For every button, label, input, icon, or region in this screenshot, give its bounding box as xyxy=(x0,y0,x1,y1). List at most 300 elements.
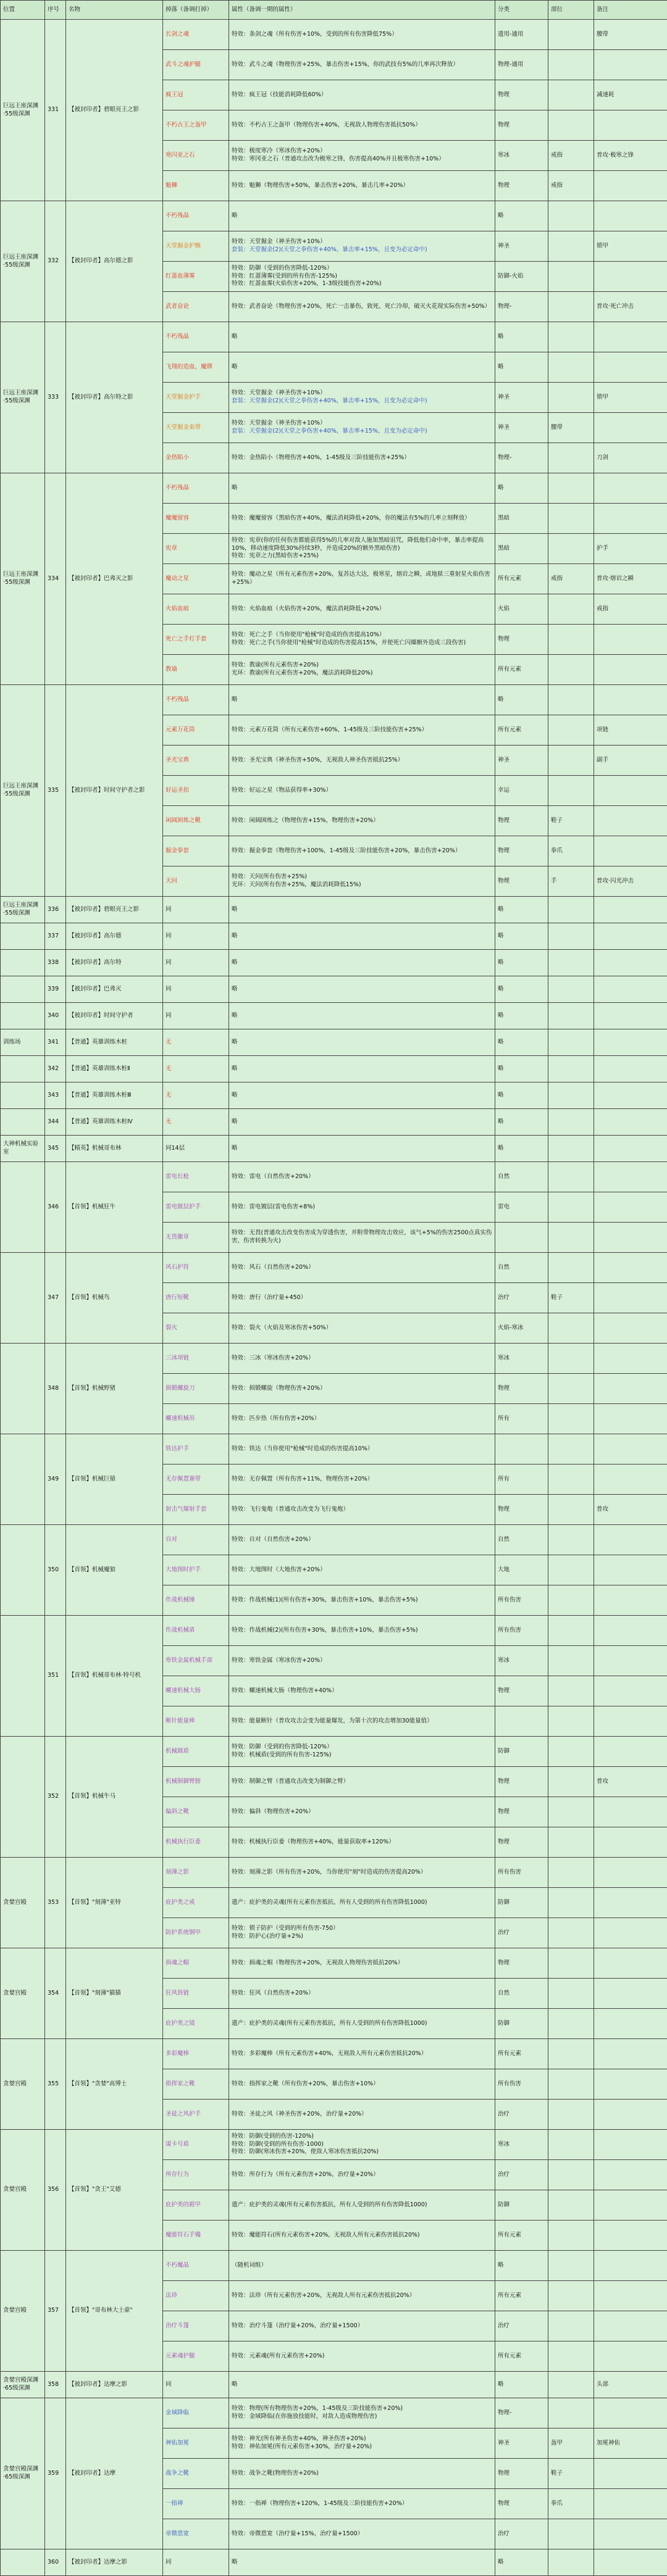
category-cell: 略 xyxy=(495,473,548,504)
remark-cell: 锁甲 xyxy=(594,231,667,262)
attr-line: 略 xyxy=(232,696,492,704)
category-cell: 物理 xyxy=(495,1767,548,1797)
attr-line: 特效：极度寒冷（寒冰伤害+20%） xyxy=(232,147,492,156)
item-cell: 【首领】"刻薄"猫猫 xyxy=(66,1948,163,2039)
drop-name-cell: 天堂掘金束带 xyxy=(163,413,229,443)
category-cell: 幸运 xyxy=(495,776,548,806)
drop-name-cell: 所存行为 xyxy=(163,2160,229,2190)
table-row xyxy=(1,2398,667,2429)
drop-name-cell: 庇护类之戒 xyxy=(163,1888,229,1918)
seq-cell: 355 xyxy=(45,2039,66,2130)
category-cell: 所有元素 xyxy=(495,2341,548,2372)
attr-line: 特效：闲阔困炼之（物理伤害+15%，物理伤害+20%） xyxy=(232,817,492,825)
location-cell: 巨远王座深渊·55级深渊 xyxy=(1,20,45,201)
attr-cell xyxy=(229,352,495,383)
remark-cell: 护手 xyxy=(594,534,667,564)
attr-line: 光环：天问(所有伤害+25%，魔法消耗降低15%) xyxy=(232,881,492,889)
remark-cell xyxy=(594,473,667,504)
remark-cell xyxy=(594,2311,667,2341)
header-item: 名物 xyxy=(66,1,163,20)
attr-cell xyxy=(229,50,495,80)
attr-cell xyxy=(229,1056,495,1082)
remark-cell xyxy=(594,504,667,534)
category-cell: 雷电 xyxy=(495,1192,548,1223)
category-cell: 自然 xyxy=(495,1162,548,1192)
attr-cell xyxy=(229,2221,495,2251)
attr-cell xyxy=(229,1495,495,1525)
attr-cell xyxy=(229,1525,495,1555)
item-cell: 【精英】机械哥布林 xyxy=(66,1136,163,1162)
remark-cell xyxy=(594,923,667,950)
drop-name-cell: 同 xyxy=(163,950,229,976)
attr-cell xyxy=(229,504,495,534)
drop-name-cell: 防护系统钢甲 xyxy=(163,1918,229,1948)
remark-cell xyxy=(594,1888,667,1918)
slot-cell xyxy=(548,2190,594,2221)
category-cell: 所有元素 xyxy=(495,2039,548,2069)
drop-name-cell: 掘金拳套 xyxy=(163,836,229,866)
seq-cell: 332 xyxy=(45,201,66,322)
seq-cell: 350 xyxy=(45,1525,66,1616)
attr-cell xyxy=(229,2341,495,2372)
attr-line: 略 xyxy=(232,1118,492,1126)
drop-name-cell: 风石护符 xyxy=(163,1253,229,1283)
drop-name-cell: 同 xyxy=(163,2549,229,2576)
table-row xyxy=(1,950,667,976)
attr-line: 特效：作战机械(2)(所有伤害+30%，暴击伤害+10%，暴击伤害+5%) xyxy=(232,1627,492,1635)
category-cell xyxy=(495,1706,548,1737)
slot-cell xyxy=(548,950,594,976)
header-seq: 序号 xyxy=(45,1,66,20)
category-cell: 略 xyxy=(495,950,548,976)
attr-line: 略 xyxy=(232,1065,492,1073)
category-cell: 略 xyxy=(495,2251,548,2281)
item-cell: 【普通】英雄训练木桩 xyxy=(66,1029,163,1056)
drop-name-cell: 金域降临 xyxy=(163,2398,229,2429)
category-cell: 神圣 xyxy=(495,2429,548,2459)
seq-cell: 359 xyxy=(45,2398,66,2549)
slot-cell xyxy=(548,201,594,231)
attr-line: 特效：唐行（治疗量+450） xyxy=(232,1294,492,1302)
attr-line: 套装：天堂掘金(2)(天堂之拳伤害+40%，暴击率+15%，且变为必定命中) xyxy=(232,246,492,254)
attr-cell xyxy=(229,231,495,262)
item-cell: 【普通】英雄训练木桩Ⅳ xyxy=(66,1109,163,1136)
slot-cell xyxy=(548,2009,594,2039)
attr-cell xyxy=(229,2100,495,2130)
attr-line: 特效：天堂掘金（神圣伤害+10%） xyxy=(232,238,492,246)
attr-line: 特效：三冰（寒冰伤害+20%） xyxy=(232,1355,492,1363)
attr-cell xyxy=(229,1585,495,1616)
category-cell: 物理 xyxy=(495,171,548,201)
attr-cell xyxy=(229,413,495,443)
attr-line: 特效：金域降临(在你施放技能时，对敌人造成物理伤害) xyxy=(232,2413,492,2421)
table-row xyxy=(1,1858,667,1888)
attr-line: 特效：损锻螺旋（物理伤害+20%） xyxy=(232,1385,492,1393)
category-cell: 神圣 xyxy=(495,383,548,413)
seq-cell: 331 xyxy=(45,20,66,201)
location-cell xyxy=(1,1253,45,1344)
drop-name-cell: 不朽残晶 xyxy=(163,322,229,352)
attr-line: 特效：防御（受到的伤害降低-120%） xyxy=(232,1743,492,1751)
attr-cell xyxy=(229,950,495,976)
drop-name-cell: 裂火 xyxy=(163,1313,229,1344)
category-cell: 物理 xyxy=(495,1797,548,1827)
item-cell: 【被封印者】时间守护者 xyxy=(66,1003,163,1029)
category-cell: 治疗 xyxy=(495,1283,548,1313)
slot-cell xyxy=(548,1948,594,1979)
attr-cell xyxy=(229,897,495,923)
remark-cell xyxy=(594,976,667,1003)
remark-cell xyxy=(594,1003,667,1029)
attr-cell xyxy=(229,1029,495,1056)
seq-cell: 356 xyxy=(45,2130,66,2251)
category-cell: 物理 xyxy=(495,1676,548,1706)
category-cell: 所有 xyxy=(495,1465,548,1495)
remark-cell xyxy=(594,2039,667,2069)
slot-cell xyxy=(548,1797,594,1827)
category-cell: 物理 xyxy=(495,836,548,866)
attr-cell xyxy=(229,110,495,141)
category-cell: 神圣 xyxy=(495,746,548,776)
header-slot: 部位 xyxy=(548,1,594,20)
slot-cell xyxy=(548,110,594,141)
drop-name-cell: 机械执行臣委 xyxy=(163,1827,229,1858)
remark-cell xyxy=(594,1029,667,1056)
table-row xyxy=(1,20,667,50)
slot-cell xyxy=(548,80,594,110)
remark-cell xyxy=(594,1525,667,1555)
drop-name-cell: 飞翔的造血，魔牌 xyxy=(163,352,229,383)
attr-line: 略 xyxy=(232,364,492,372)
drop-name-cell: 圣光宝典 xyxy=(163,746,229,776)
drop-name-cell: 偏斜之靴 xyxy=(163,1797,229,1827)
remark-cell xyxy=(594,1109,667,1136)
drop-name-cell: 寒铁金属机械手部 xyxy=(163,1646,229,1676)
remark-cell: 减速耗 xyxy=(594,80,667,110)
category-cell: 略 xyxy=(495,2372,548,2398)
slot-cell xyxy=(548,443,594,473)
attr-cell xyxy=(229,594,495,625)
attr-cell xyxy=(229,625,495,655)
attr-line: 特效：多彩魔棒（所有元素伤害+40%，无视敌人所有元素伤害抵抗20%） xyxy=(232,2050,492,2058)
drop-name-cell: 机械制御臂膀 xyxy=(163,1767,229,1797)
attr-line: 特效：作战机械(1)(所有伤害+30%，暴击伤害+10%，暴击伤害+5%) xyxy=(232,1597,492,1605)
slot-cell xyxy=(548,322,594,352)
attr-line: 套装：天堂掘金(2)(天堂之拳伤害+40%，暴击率+15%，且变为必定命中) xyxy=(232,428,492,436)
slot-cell xyxy=(548,2311,594,2341)
remark-cell xyxy=(594,836,667,866)
remark-cell xyxy=(594,1434,667,1465)
drop-name-cell: 多彩魔棒 xyxy=(163,2039,229,2069)
attr-line: 特效：魔动之星（所有元素伤害+20%，复苏达大达，极寒星，熔岩之瞬，或地狱三重射星火焰伤害+25%） xyxy=(232,571,492,587)
table-row xyxy=(1,897,667,923)
attr-line: 特效：武者奋论（物理伤害+20%，死亡一击暴伤，致死、死亡冷却，破灭火花现实际伤害+50%） xyxy=(232,303,492,311)
remark-cell xyxy=(594,2251,667,2281)
attr-line: 特效：火焰血痕（火焰伤害+20%，魔法消耗降低+20%） xyxy=(232,605,492,613)
attr-line: 略 xyxy=(232,959,492,967)
remark-cell xyxy=(594,1136,667,1162)
remark-cell xyxy=(594,2069,667,2100)
slot-cell xyxy=(548,1223,594,1253)
seq-cell: 345 xyxy=(45,1136,66,1162)
attr-cell xyxy=(229,2398,495,2429)
slot-cell xyxy=(548,1136,594,1162)
attr-cell xyxy=(229,1136,495,1162)
location-cell: 贪婪宫殿深渊·65级深渊 xyxy=(1,2398,45,2549)
attr-cell xyxy=(229,1767,495,1797)
attr-line: 特效：圣徒之风（神圣伤害+20%，治疗量+20%） xyxy=(232,2111,492,2119)
remark-cell xyxy=(594,2398,667,2429)
drop-name-cell: 三冰项链 xyxy=(163,1344,229,1374)
category-cell: 防御-火焰 xyxy=(495,262,548,292)
attr-cell xyxy=(229,1979,495,2009)
table-row xyxy=(1,2549,667,2576)
slot-cell xyxy=(548,1585,594,1616)
slot-cell: 戒指 xyxy=(548,171,594,201)
remark-cell xyxy=(594,2190,667,2221)
attr-cell xyxy=(229,2519,495,2549)
drop-name-cell: 帝微恩宽 xyxy=(163,2519,229,2549)
attr-cell xyxy=(229,1948,495,1979)
attr-line: 特效：治疗斗篷（治疗量+20%，治疗量+1500） xyxy=(232,2322,492,2330)
slot-cell: 鞋子 xyxy=(548,2459,594,2489)
attr-line: 特效：大地图时（大地伤害+20%） xyxy=(232,1566,492,1574)
table-row xyxy=(1,2372,667,2398)
category-cell: 物理 xyxy=(495,866,548,897)
table-row xyxy=(1,2130,667,2160)
attr-cell xyxy=(229,1616,495,1646)
attr-cell xyxy=(229,1555,495,1585)
attr-cell xyxy=(229,564,495,594)
remark-cell: 锁甲 xyxy=(594,383,667,413)
location-cell xyxy=(1,976,45,1003)
location-cell: 巨远王座深渊·55级深渊 xyxy=(1,473,45,685)
slot-cell xyxy=(548,1525,594,1555)
seq-cell: 336 xyxy=(45,897,66,923)
location-cell: 贪婪宫殿深渊·65级深渊 xyxy=(1,2372,45,2398)
table-row xyxy=(1,2251,667,2281)
drop-name-cell: 死亡之手灯手套 xyxy=(163,625,229,655)
remark-cell xyxy=(594,110,667,141)
category-cell: 自然 xyxy=(495,1253,548,1283)
remark-cell xyxy=(594,2341,667,2372)
drop-name-cell: 无 xyxy=(163,1056,229,1082)
remark-cell xyxy=(594,950,667,976)
location-cell xyxy=(1,1525,45,1616)
slot-cell xyxy=(548,976,594,1003)
location-cell: 巨远王座深渊·55级深渊 xyxy=(1,201,45,322)
remark-cell xyxy=(594,2459,667,2489)
slot-cell xyxy=(548,2251,594,2281)
category-cell: 略 xyxy=(495,897,548,923)
category-cell: 略 xyxy=(495,2549,548,2576)
drop-name-cell: 一指禅 xyxy=(163,2489,229,2519)
attr-cell xyxy=(229,2069,495,2100)
slot-cell xyxy=(548,655,594,685)
category-cell xyxy=(495,1223,548,1253)
slot-cell xyxy=(548,2549,594,2576)
remark-cell xyxy=(594,1979,667,2009)
remark-cell xyxy=(594,352,667,383)
slot-cell xyxy=(548,1162,594,1192)
category-cell: 黑暗 xyxy=(495,534,548,564)
remark-cell xyxy=(594,2130,667,2160)
remark-cell xyxy=(594,50,667,80)
remark-cell xyxy=(594,1585,667,1616)
slot-cell xyxy=(548,746,594,776)
attr-cell xyxy=(229,1737,495,1767)
category-cell: 火焰-寒冰 xyxy=(495,1313,548,1344)
attr-cell xyxy=(229,201,495,231)
category-cell: 略 xyxy=(495,1029,548,1056)
remark-cell xyxy=(594,1374,667,1404)
attr-line: 略 xyxy=(232,212,492,220)
remark-cell xyxy=(594,1404,667,1434)
category-cell: 略 xyxy=(495,1109,548,1136)
seq-cell: 351 xyxy=(45,1616,66,1737)
remark-cell xyxy=(594,1082,667,1109)
remark-cell xyxy=(594,1646,667,1676)
category-cell: 所有元素 xyxy=(495,564,548,594)
attr-line: 特效：魔能符石(所有元素伤害+20%，无视敌人所有元素伤害抵抗20%) xyxy=(232,2232,492,2240)
location-cell: 大神机械实验室 xyxy=(1,1136,45,1162)
attr-line: 特效：金热陷小（物理伤害+40%，1-45级及三阶技能伤害+25%） xyxy=(232,454,492,462)
drop-name-cell: 火焰血痕 xyxy=(163,594,229,625)
remark-cell: 普攻·极寒之锋 xyxy=(594,141,667,171)
attr-line: 特效：好运之星（物品获得率+30%） xyxy=(232,787,492,795)
remark-cell xyxy=(594,2519,667,2549)
remark-cell xyxy=(594,1858,667,1888)
slot-cell xyxy=(548,776,594,806)
seq-cell: 340 xyxy=(45,1003,66,1029)
slot-cell: 手 xyxy=(548,866,594,897)
attr-line: 特效：天问(所有伤害+25%) xyxy=(232,873,492,881)
remark-cell xyxy=(594,201,667,231)
seq-cell: 334 xyxy=(45,473,66,685)
drop-name-cell: 圣徒之风护手 xyxy=(163,2100,229,2130)
drop-name-cell: 指挥家之靴 xyxy=(163,2069,229,2100)
location-cell: 贪婪宫殿 xyxy=(1,2251,45,2372)
attr-line: 特效：无存佩置（所有伤害+11%，物理伤害+20%） xyxy=(232,1476,492,1484)
attr-line: 特效：机械执行臣委（物理伤害+40%，能量获取率+120%） xyxy=(232,1839,492,1847)
attr-cell xyxy=(229,976,495,1003)
slot-cell xyxy=(548,292,594,322)
remark-cell: 戒指 xyxy=(594,594,667,625)
category-cell: 略 xyxy=(495,1003,548,1029)
remark-cell xyxy=(594,2281,667,2311)
category-cell: 物理 xyxy=(495,1948,548,1979)
category-cell: 所有元素 xyxy=(495,715,548,746)
slot-cell xyxy=(548,1918,594,1948)
remark-cell xyxy=(594,322,667,352)
drop-name-cell: 不朽残晶 xyxy=(163,685,229,715)
drop-name-cell: 大地图时护手 xyxy=(163,1555,229,1585)
attr-cell xyxy=(229,836,495,866)
location-cell: 贪婪宫殿 xyxy=(1,2130,45,2251)
category-cell: 治疗 xyxy=(495,2100,548,2130)
category-cell: 所有伤害 xyxy=(495,1616,548,1646)
item-cell: 【被封印者】碧眼亮王之影 xyxy=(66,20,163,201)
drop-name-cell: 长剑之魂 xyxy=(163,20,229,50)
attr-cell xyxy=(229,473,495,504)
category-cell: 物理 xyxy=(495,1374,548,1404)
header-drop: 掉落（备调打掉） xyxy=(163,1,229,20)
attr-cell xyxy=(229,2039,495,2069)
drop-name-cell: 刻薄之影 xyxy=(163,1858,229,1888)
location-cell xyxy=(1,2549,45,2576)
category-cell: 神圣 xyxy=(495,413,548,443)
item-cell: 【首领】机械牛马 xyxy=(66,1737,163,1858)
attr-line: 特效：红蔷血雾(火焰伤害+20%，1-3级技能伤害+20%) xyxy=(232,280,492,288)
attr-cell xyxy=(229,746,495,776)
seq-cell: 339 xyxy=(45,976,66,1003)
attr-line: 光环：教谕(所有元素伤害+20%，魔法消耗降低20%) xyxy=(232,670,492,678)
attr-line: 特效：天堂掘金（神圣伤害+10%） xyxy=(232,420,492,428)
remark-cell xyxy=(594,1192,667,1223)
location-cell: 训练场 xyxy=(1,1029,45,1056)
drop-name-cell: 雷电镀层护手 xyxy=(163,1192,229,1223)
table-row xyxy=(1,1434,667,1465)
attr-line: 特效：防御(受到的所有伤害-1000) xyxy=(232,2141,492,2149)
seq-cell: 352 xyxy=(45,1737,66,1858)
item-cell: 【首领】"刻薄"亚特 xyxy=(66,1858,163,1948)
slot-cell xyxy=(548,231,594,262)
attr-line: 特效：制御之臂（普通攻击改变为制御之臂） xyxy=(232,1778,492,1786)
location-cell xyxy=(1,1003,45,1029)
attr-line: 特效：一指禅（物理伤害+120%，1-45级及三阶技能伤害+20%） xyxy=(232,2500,492,2508)
attr-cell xyxy=(229,2251,495,2281)
attr-cell xyxy=(229,2190,495,2221)
slot-cell xyxy=(548,2160,594,2190)
drop-name-cell: 无 xyxy=(163,1109,229,1136)
attr-line: 特效：红蔷薄雾(受到的所有伤害-125%) xyxy=(232,273,492,281)
item-cell: 【首领】机械哥布林·特号机 xyxy=(66,1616,163,1737)
item-cell: 【首领】机械巨猿 xyxy=(66,1434,163,1525)
seq-cell: 358 xyxy=(45,2372,66,2398)
attr-line: 特效：圣光宝典（神圣伤害+50%，无视敌人神圣伤害抵抗25%） xyxy=(232,757,492,765)
drop-name-cell: 元素万花筒 xyxy=(163,715,229,746)
remark-cell: 普攻·死亡冲击 xyxy=(594,292,667,322)
seq-cell: 341 xyxy=(45,1029,66,1056)
item-cell: 【被封印者】高尔德之影 xyxy=(66,201,163,322)
location-cell xyxy=(1,950,45,976)
category-cell: 所有元素 xyxy=(495,2221,548,2251)
drop-name-cell: 金热陷小 xyxy=(163,443,229,473)
slot-cell xyxy=(548,1676,594,1706)
attr-cell xyxy=(229,1253,495,1283)
attr-cell xyxy=(229,2130,495,2160)
drop-name-cell: 治疗斗篷 xyxy=(163,2311,229,2341)
remark-cell xyxy=(594,1918,667,1948)
drop-name-cell: 法珍 xyxy=(163,2281,229,2311)
attr-cell xyxy=(229,292,495,322)
seq-cell: 347 xyxy=(45,1253,66,1344)
category-cell: 略 xyxy=(495,322,548,352)
category-cell: 防御 xyxy=(495,2190,548,2221)
attr-line: 特效：防御（受到的伤害降低-120%） xyxy=(232,265,492,273)
category-cell: 大地 xyxy=(495,1555,548,1585)
drop-name-cell: 无存佩置赛带 xyxy=(163,1465,229,1495)
drop-name-cell: 同 xyxy=(163,923,229,950)
attr-cell xyxy=(229,1888,495,1918)
item-cell: 【被封印者】达摩 xyxy=(66,2398,163,2549)
drop-name-cell: 魔魔留容 xyxy=(163,504,229,534)
slot-cell xyxy=(548,1827,594,1858)
attr-line: 特效：物理(所有物理伤害+20%，1-45级及三阶技能伤害+20%) xyxy=(232,2405,492,2413)
attr-line: 略 xyxy=(232,1092,492,1100)
drop-name-cell: 同 xyxy=(163,1003,229,1029)
item-cell: 【首领】机械魔狼 xyxy=(66,1525,163,1616)
